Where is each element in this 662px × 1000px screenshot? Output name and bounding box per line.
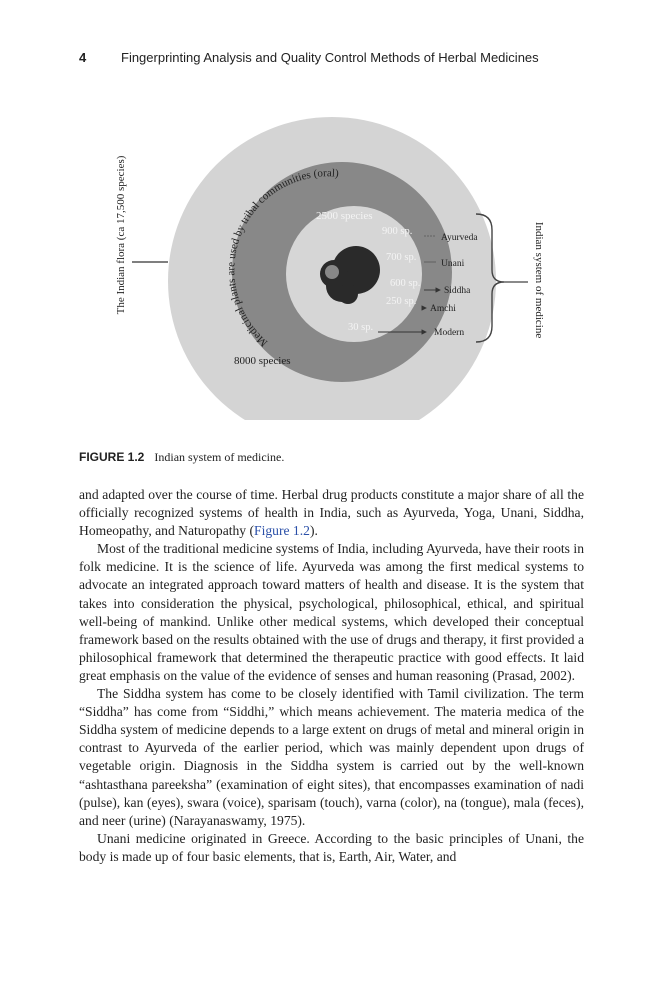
amchi-label: Amchi xyxy=(430,304,456,314)
outer-count-label: 8000 species xyxy=(234,355,291,367)
figure-reference-link[interactable]: Figure 1.2 xyxy=(254,523,310,539)
amchi-blob xyxy=(338,284,358,304)
concentric-circles-diagram xyxy=(108,100,568,420)
modern-blob xyxy=(325,265,339,279)
paragraph-1: and adapted over the course of time. Herbal drug products constitute a major share of all the officially recognized systems of health in India, such as Ayurveda, Yoga, Unani, Siddha, Homeopathy, and Naturopathy (Figure 1.2). xyxy=(79,487,584,539)
paragraph-3: The Siddha system has come to be closely identified with Tamil civilization. The term “Siddha” has come from “Siddhi,” which means achievement. The materia medica of the Siddha system of medicine depends to a large extent on drugs of metal and mineral origin in contrast to Ayurveda of the earlier period, which was mainly dependent upon drugs of vegetable origin. Diagnosis in the Siddha system is carried out by the well-known “ashtasthana pareeksha” (examination of eight sites), that encompasses examination of nadi (pulse), kan (eyes), swara (voice), sparisam (touch), varna (color), na (tongue), mala (feces), and neer (urine) (Narayanaswamy, 1975). xyxy=(79,686,584,828)
siddha-label: Siddha xyxy=(444,286,471,296)
siddha-count: 600 sp. xyxy=(390,278,421,289)
paragraph-4: Unani medicine originated in Greece. According to the basic principles of Unani, the body is made up of four basic elements, that is, Earth, Air, Water, and xyxy=(79,830,584,864)
amchi-count: 250 sp. xyxy=(386,296,417,307)
modern-count: 30 sp. xyxy=(348,322,374,333)
indian-system-of-medicine-label: Indian system of medicine xyxy=(533,221,545,339)
figure-caption xyxy=(79,450,584,465)
unani-count: 700 sp. xyxy=(386,252,417,263)
body-text xyxy=(79,486,584,866)
figure-caption-text: Indian system of medicine. xyxy=(154,450,285,464)
page-number: 4 xyxy=(79,50,87,65)
figure-caption-label: FIGURE 1.2 xyxy=(79,450,145,464)
figure-indian-system-of-medicine xyxy=(108,100,568,420)
ayurveda-count: 900 sp. xyxy=(382,226,413,237)
ayurveda-label: Ayurveda xyxy=(441,233,478,243)
running-header xyxy=(79,50,589,65)
unani-label: Unani xyxy=(441,259,465,269)
modern-label: Modern xyxy=(434,328,465,338)
paragraph-2: Most of the traditional medicine systems of India, including Ayurveda, have their roots in folk medicine. It is the science of life. Ayurveda was among the first medical systems to advocate an integrated approach toward matters of health and disease. It is the system that takes into consideration the physical, psychological, philosophical, ethical, and spiritual well-being of mankind. Unlike other medical systems, which developed their conceptual framework based on the results obtained with the use of drugs and therapy, it first provided a philosophical framework that determined the therapeutic practice with good effects. It laid great emphasis on the value of the evidence of senses and human reasoning (Prasad, 2002). xyxy=(79,541,584,683)
running-title: Fingerprinting Analysis and Quality Control Methods of Herbal Medicines xyxy=(121,50,539,65)
middle-count-label: 2500 species xyxy=(316,210,373,222)
tribal-communities-arc-label: Medicinal plants are used by tribal communities (oral) xyxy=(225,167,340,349)
indian-flora-label: The Indian flora (ca 17,500 species) xyxy=(115,155,127,315)
